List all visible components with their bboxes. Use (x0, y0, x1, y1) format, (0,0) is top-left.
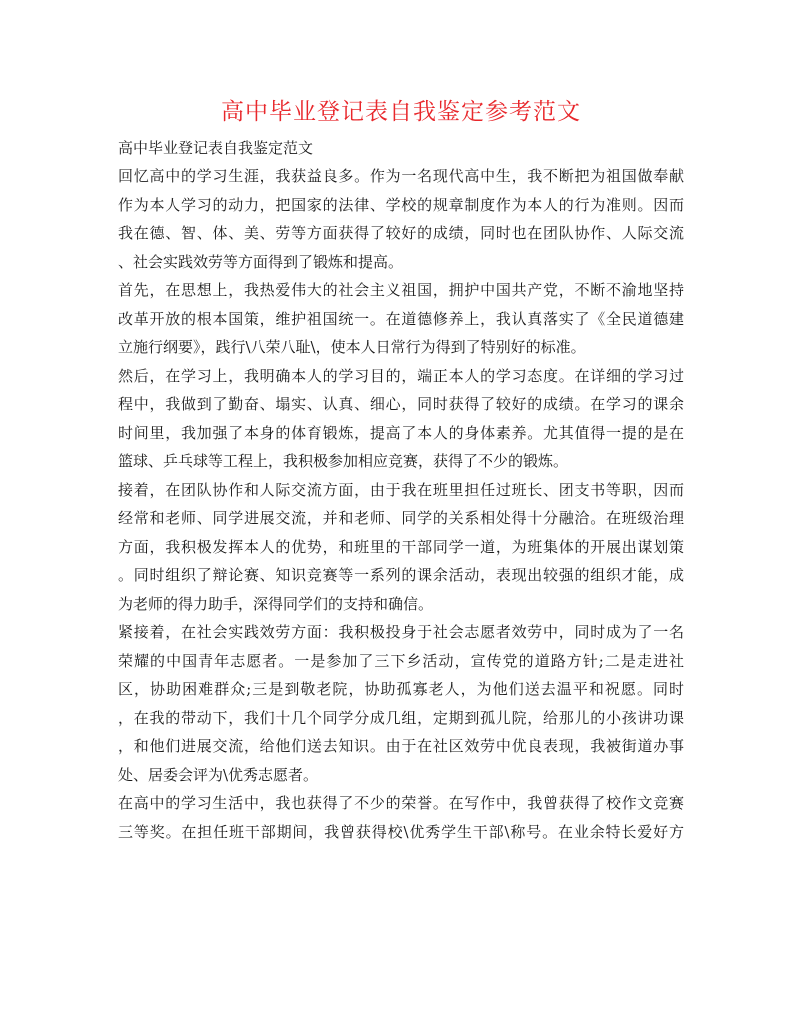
paragraph-line: 经常和老师、同学进展交流，并和老师、同学的关系相处得十分融洽。在班级治理 (118, 509, 684, 527)
paragraph-line: 区，协助困难群众;三是到敬老院，协助孤寡老人，为他们送去温平和祝愿。同时 (118, 680, 684, 698)
paragraph-line: 回忆高中的学习生涯，我获益良多。作为一名现代高中生，我不断把为祖国做奉献 (118, 167, 684, 185)
paragraph-4 (118, 476, 684, 619)
paragraph-line: 、社会实践效劳等方面得到了锻炼和提高。 (118, 252, 404, 271)
paragraph-5 (118, 618, 684, 789)
paragraph-line: 三等奖。在担任班干部期间，我曾获得校\优秀学生干部\称号。在业余特长爱好方 (118, 822, 684, 841)
paragraph-line: 在高中的学习生活中，我也获得了不少的荣誉。在写作中，我曾获得了校作文竞赛 (118, 794, 684, 812)
paragraph-1 (118, 162, 684, 276)
paragraph-line: 篮球、乒乓球等工程上，我积极参加相应竞赛，获得了不少的锻炼。 (118, 452, 569, 470)
paragraph-line: ，和他们进展交流，给他们送去知识。由于在社区效劳中优良表现，我被街道办事 (118, 737, 684, 755)
paragraph-line: 处、居委会评为\优秀志愿者。 (118, 765, 319, 784)
paragraph-line: ，在我的带动下，我们十几个同学分成几组，定期到孤儿院，给那儿的小孩讲功课 (118, 708, 684, 727)
document-body (118, 162, 684, 846)
paragraph-line: 作为本人学习的动力，把国家的法律、学校的规章制度作为本人的行为准则。因而 (118, 195, 684, 214)
document-page (118, 96, 684, 846)
paragraph-line: 紧接着，在社会实践效劳方面：我积极投身于社会志愿者效劳中，同时成为了一名 (118, 623, 684, 641)
paragraph-line: 立施行纲要》，践行\八荣八耻\，使本人日常行为得到了特别好的标准。 (118, 338, 586, 356)
paragraph-line: 为老师的得力助手，深得同学们的支持和确信。 (118, 594, 434, 613)
paragraph-6 (118, 789, 684, 846)
document-title: 高中毕业登记表自我鉴定参考范文 (221, 99, 581, 125)
paragraph-line: 首先，在思想上，我热爱伟大的社会主义祖国，拥护中国共产党，不断不渝地坚持 (118, 281, 684, 299)
document-subtitle: 高中毕业登记表自我鉴定范文 (118, 139, 314, 157)
paragraph-line: 接着，在团队协作和人际交流方面，由于我在班里担任过班长、团支书等职，因而 (118, 480, 684, 499)
paragraph-line: 改革开放的根本国策，维护祖国统一。在道德修养上，我认真落实了《全民道德建 (118, 309, 684, 328)
paragraph-line: 。同时组织了辩论赛、知识竞赛等一系列的课余活动，表现出较强的组织才能，成 (118, 566, 684, 584)
paragraph-line: 时间里，我加强了本身的体育锻炼，提高了本人的身体素养。尤其值得一提的是在 (118, 423, 684, 442)
paragraph-line: 然后，在学习上，我明确本人的学习目的，端正本人的学习态度。在详细的学习过 (118, 366, 684, 385)
paragraph-line: 荣耀的中国青年志愿者。一是参加了三下乡活动，宣传党的道路方针;二是走进社 (118, 651, 684, 670)
paragraph-line: 我在德、智、体、美、劳等方面获得了较好的成绩，同时也在团队协作、人际交流 (118, 224, 684, 242)
paragraph-2 (118, 276, 684, 362)
paragraph-line: 程中，我做到了勤奋、塌实、认真、细心，同时获得了较好的成绩。在学习的课余 (118, 395, 684, 413)
paragraph-line: 方面，我积极发挥本人的优势，和班里的干部同学一道，为班集体的开展出谋划策 (118, 537, 684, 556)
paragraph-3 (118, 362, 684, 476)
